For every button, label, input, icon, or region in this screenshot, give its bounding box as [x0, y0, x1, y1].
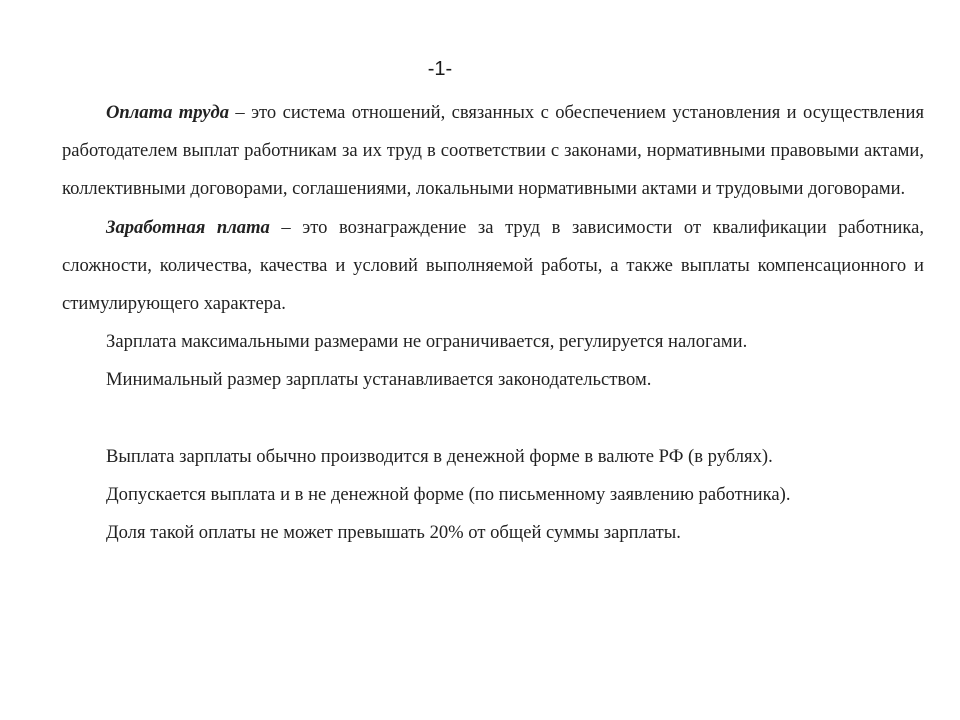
text-line-max-salary: Зарплата максимальными размерами не ограничивается, регулируется налогами.	[106, 331, 748, 353]
definition-text-salary: – это вознаграждение за труд в зависимости от квалификации работника, сложности, количества, качества и условий выполняемой работы, а также выплаты компенсационного и стимулирующего характера.	[62, 216, 924, 315]
text-line-payment-currency: Выплата зарплаты обычно производится в денежной форме в валюте РФ (в рублях).	[106, 445, 773, 467]
definition-text-labor-payment: – это система отношений, связанных с обеспечением установления и осуществления работодателем выплат работникам за их труд в соответствии с законами, нормативными правовыми актами, коллективными договорами, соглашениями, локальными нормативными актами и трудовыми договорами.	[62, 102, 925, 200]
page-number: -1-	[427, 58, 453, 80]
term-labor-payment: Оплата труда	[106, 102, 229, 123]
term-salary: Заработная плата	[106, 216, 270, 238]
text-line-non-monetary: Допускается выплата и в не денежной форме (по письменному заявлению работника).	[106, 483, 791, 505]
text-line-min-salary: Минимальный размер зарплаты устанавливается законодательством.	[106, 369, 652, 391]
definition-paragraph-labor-payment	[62, 94, 924, 209]
document-body	[62, 94, 924, 552]
paragraph-spacer	[62, 400, 924, 438]
definition-paragraph-salary	[62, 209, 924, 324]
text-line-share-limit: Доля такой оплаты не может превышать 20% от общей суммы зарплаты.	[106, 522, 681, 544]
